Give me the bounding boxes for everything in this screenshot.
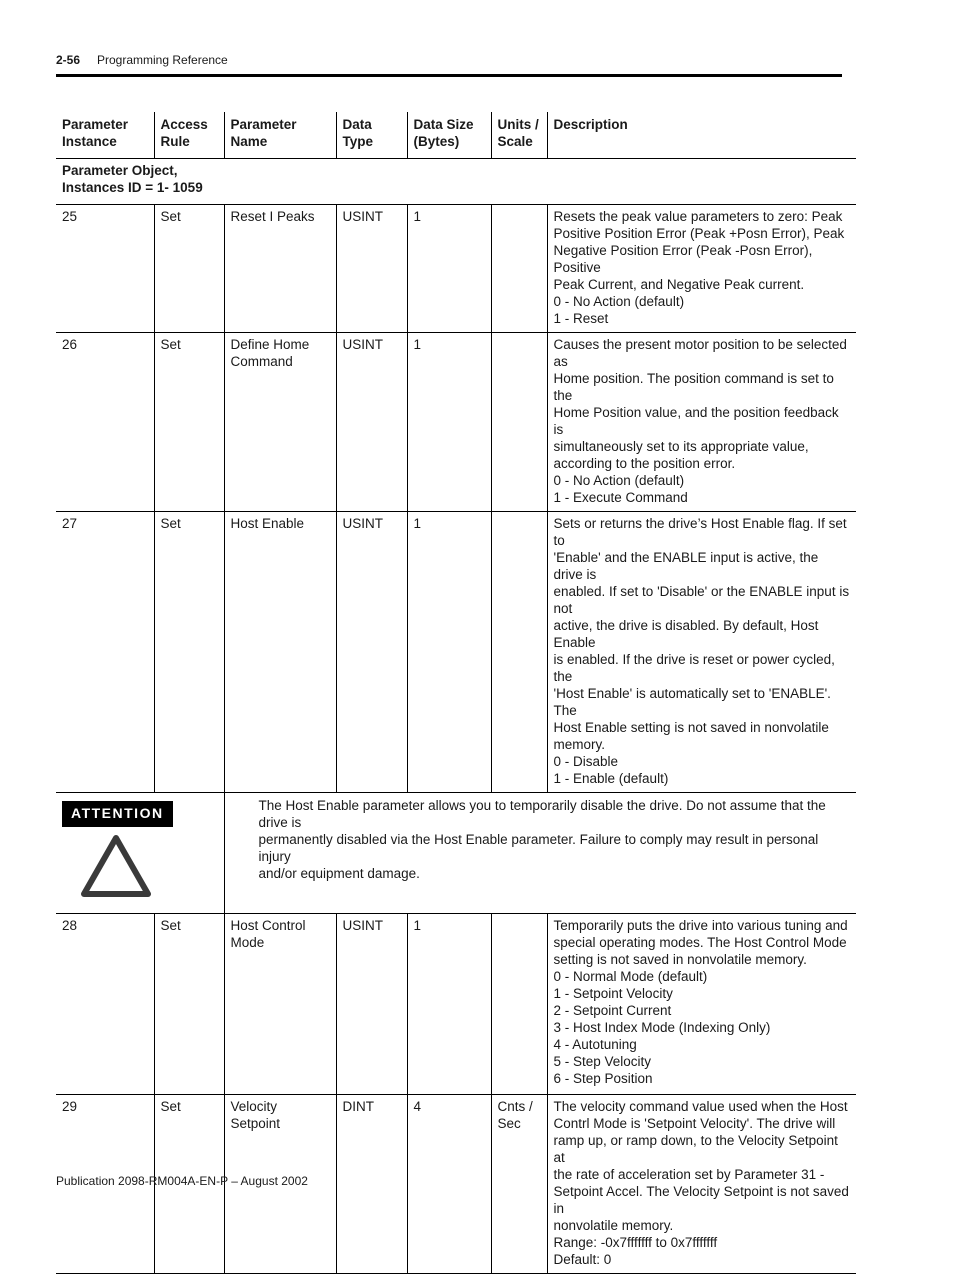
cell-line: 5 - Step Velocity — [553, 1054, 652, 1069]
cell-line: Temporarily puts the drive into various tuning and — [553, 918, 848, 933]
table-header-row — [56, 112, 856, 159]
cell-units — [491, 512, 547, 793]
cell-line: Negative Position Error (Peak -Posn Error), Positive — [553, 243, 813, 275]
parameter-table — [56, 112, 856, 1274]
table-body-a — [56, 205, 856, 793]
cell-line: Host Enable setting is not saved in nonvolatile — [553, 720, 829, 735]
attention-section — [56, 793, 856, 914]
table-row — [56, 205, 856, 333]
warning-triangle-icon — [80, 833, 152, 899]
cell-description — [547, 1095, 856, 1274]
col-header-name: Parameter Name — [224, 112, 336, 159]
cell-line: Peak Current, and Negative Peak current. — [553, 277, 805, 292]
object-title-row — [56, 159, 856, 205]
cell-size: 1 — [407, 205, 491, 333]
cell-line: Default: 0 — [553, 1252, 612, 1267]
publication-footer: Publication 2098-RM004A-EN-P – August 2002 — [56, 1174, 308, 1188]
cell-description — [547, 512, 856, 793]
cell-line: according to the position error. — [553, 456, 736, 471]
cell-line: 0 - Normal Mode (default) — [553, 969, 708, 984]
cell-line: Reset I Peaks — [230, 209, 315, 224]
cell-line: 1 - Execute Command — [553, 490, 688, 505]
cell-line: 4 - Autotuning — [553, 1037, 637, 1052]
col-header-instance: Parameter Instance — [56, 112, 154, 159]
cell-line: 0 - No Action (default) — [553, 294, 685, 309]
cell-instance: 28 — [56, 914, 154, 1095]
cell-size: 1 — [407, 512, 491, 793]
cell-line: 'Host Enable' is automatically set to 'ENABLE'. The — [553, 686, 831, 718]
cell-line: memory. — [553, 737, 606, 752]
cell-type: USINT — [336, 512, 407, 793]
attention-text: The Host Enable parameter allows you to temporarily disable the drive. Do not assume that the drive is permanently disabled via the Host Enable parameter. Failure to comply may result in personal injury and/or equipment damage. — [224, 793, 856, 914]
col-header-type: Data Type — [336, 112, 407, 159]
cell-line: the rate of acceleration set by Parameter 31 - — [553, 1167, 825, 1182]
page-number: 2-56 — [56, 53, 81, 67]
cell-line: active, the drive is disabled. By default, Host Enable — [553, 618, 819, 650]
cell-access: Set — [154, 333, 224, 512]
object-title: Parameter Object, Instances ID = 1- 1059 — [56, 159, 856, 205]
cell-size: 1 — [407, 914, 491, 1095]
cell-line: Sets or returns the drive’s Host Enable flag. If set to — [553, 516, 847, 548]
cell-line: 3 - Host Index Mode (Indexing Only) — [553, 1020, 771, 1035]
cell-line: Cnts / — [497, 1099, 533, 1114]
cell-size: 4 — [407, 1095, 491, 1274]
cell-line: 2 - Setpoint Current — [553, 1003, 672, 1018]
cell-type: USINT — [336, 914, 407, 1095]
cell-size: 1 — [407, 333, 491, 512]
cell-access: Set — [154, 1095, 224, 1274]
table-row — [56, 333, 856, 512]
cell-description — [547, 914, 856, 1095]
cell-type: USINT — [336, 333, 407, 512]
cell-instance: 26 — [56, 333, 154, 512]
cell-line: Setpoint Accel. The Velocity Setpoint is not saved in — [553, 1184, 849, 1216]
cell-name — [224, 205, 336, 333]
cell-description — [547, 333, 856, 512]
cell-name — [224, 914, 336, 1095]
cell-line: 1 - Reset — [553, 311, 609, 326]
cell-line: 0 - Disable — [553, 754, 619, 769]
cell-line: Resets the peak value parameters to zero: Peak — [553, 209, 843, 224]
cell-units — [491, 1095, 547, 1274]
cell-type: DINT — [336, 1095, 407, 1274]
attention-left-cell — [56, 793, 224, 914]
cell-line: 6 - Step Position — [553, 1071, 653, 1086]
cell-description — [547, 205, 856, 333]
col-header-units: Units / Scale — [491, 112, 547, 159]
cell-line: Causes the present motor position to be selected as — [553, 337, 847, 369]
cell-line: simultaneously set to its appropriate value, — [553, 439, 809, 454]
cell-line: Positive Position Error (Peak +Posn Error), Peak — [553, 226, 845, 241]
cell-instance: 29 — [56, 1095, 154, 1274]
cell-line: The velocity command value used when the Host — [553, 1099, 848, 1114]
cell-line: Host Control — [230, 918, 306, 933]
cell-line: ramp up, or ramp down, to the Velocity Setpoint at — [553, 1133, 838, 1165]
cell-line: is enabled. If the drive is reset or power cycled, the — [553, 652, 835, 684]
section-title: Programming Reference — [97, 53, 228, 67]
cell-access: Set — [154, 205, 224, 333]
cell-line: Command — [230, 354, 293, 369]
attention-row — [56, 793, 856, 914]
cell-line: Define Home — [230, 337, 310, 352]
cell-line: 'Enable' and the ENABLE input is active, the drive is — [553, 550, 819, 582]
col-header-access: Access Rule — [154, 112, 224, 159]
cell-units — [491, 333, 547, 512]
cell-line: setting is not saved in nonvolatile memory. — [553, 952, 807, 967]
cell-line: 0 - No Action (default) — [553, 473, 685, 488]
cell-line: Velocity Setpoint — [230, 1099, 281, 1131]
cell-line: 1 - Setpoint Velocity — [553, 986, 673, 1001]
table-row — [56, 914, 856, 1095]
attention-badge: ATTENTION — [62, 801, 173, 827]
cell-access: Set — [154, 914, 224, 1095]
cell-units — [491, 914, 547, 1095]
cell-line: Mode — [230, 935, 265, 950]
col-header-size: Data Size (Bytes) — [407, 112, 491, 159]
cell-line: Sec — [497, 1116, 521, 1131]
table-body-b — [56, 914, 856, 1274]
cell-line: enabled. If set to 'Disable' or the ENABLE input is not — [553, 584, 850, 616]
cell-name — [224, 512, 336, 793]
cell-instance: 25 — [56, 205, 154, 333]
page-header — [56, 52, 842, 77]
cell-line: nonvolatile memory. — [553, 1218, 674, 1233]
cell-access: Set — [154, 512, 224, 793]
cell-line: Host Enable — [230, 516, 305, 531]
cell-units — [491, 205, 547, 333]
cell-line: 1 - Enable (default) — [553, 771, 669, 786]
cell-line: special operating modes. The Host Control Mode — [553, 935, 847, 950]
cell-name — [224, 333, 336, 512]
cell-line: Contrl Mode is 'Setpoint Velocity'. The drive will — [553, 1116, 836, 1131]
cell-line: Range: -0x7fffffff to 0x7fffffff — [553, 1235, 718, 1250]
cell-instance: 27 — [56, 512, 154, 793]
cell-type: USINT — [336, 205, 407, 333]
table-row — [56, 512, 856, 793]
col-header-description: Description — [547, 112, 856, 159]
parameter-table-container — [56, 112, 856, 1274]
cell-line: Home Position value, and the position feedback is — [553, 405, 839, 437]
cell-line: Home position. The position command is set to the — [553, 371, 834, 403]
